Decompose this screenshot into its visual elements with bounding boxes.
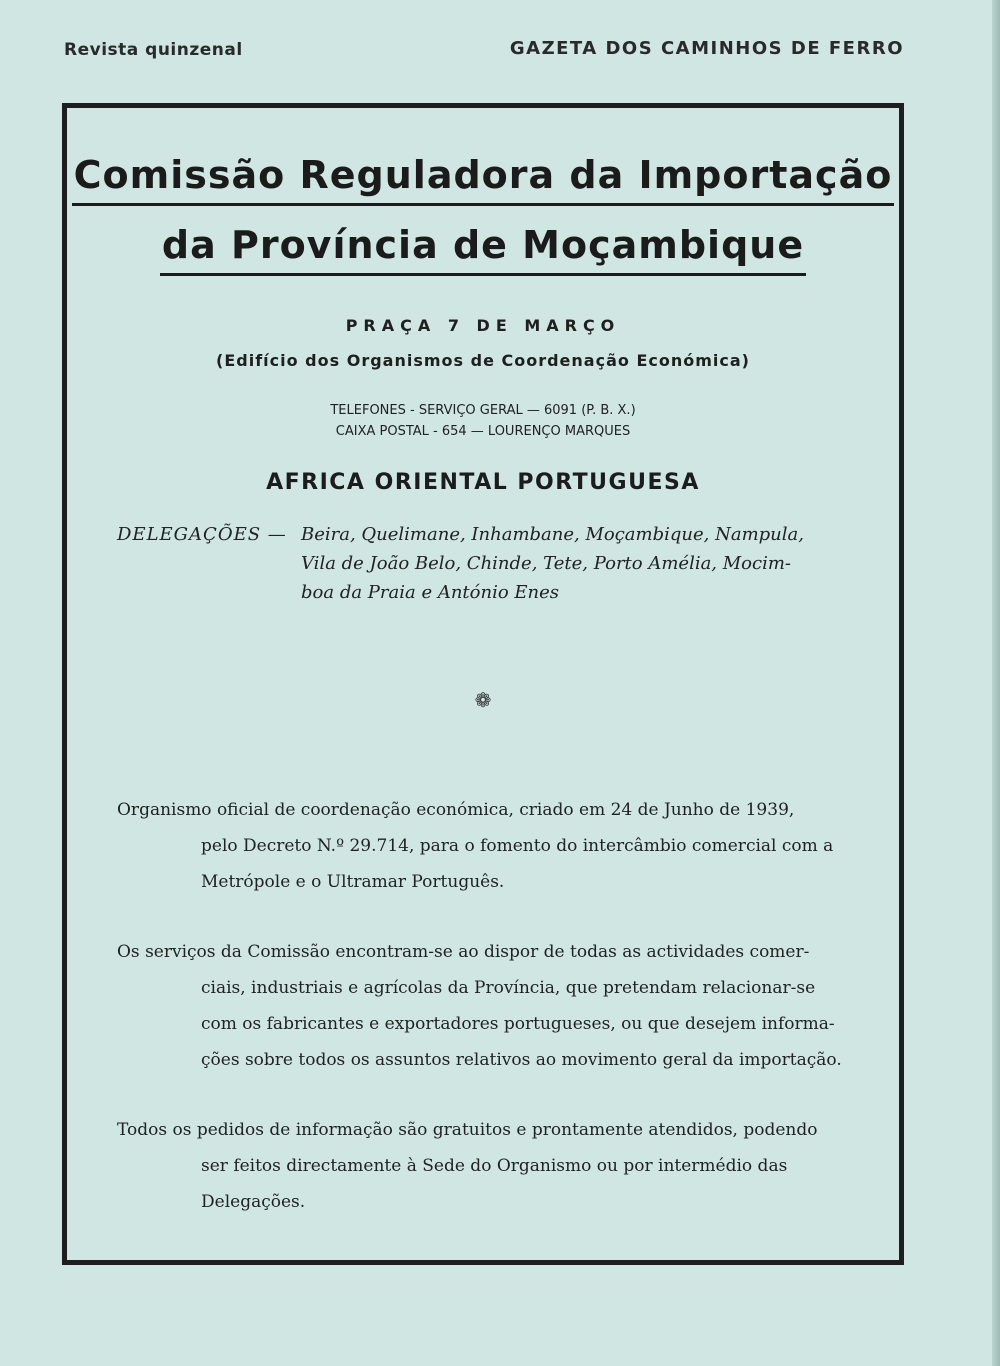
ad-title-line1: Comissão Reguladora da Importação [67, 153, 899, 206]
contact-postal: CAIXA POSTAL - 654 — LOURENÇO MARQUES [335, 424, 631, 439]
ornament-icon: ❁ [474, 688, 492, 712]
ad-address: PRAÇA 7 DE MARÇO [345, 316, 621, 335]
paragraph-line: Organismo oficial de coordenação económica, criado em 24 de Junho de 1939, [117, 800, 795, 820]
delegations-line: boa da Praia e António Enes [301, 582, 560, 603]
paragraph-line: pelo Decreto N.º 29.714, para o fomento do intercâmbio comercial com a [201, 836, 834, 856]
paragraph-line: Delegações. [201, 1192, 306, 1212]
advertisement-frame [62, 103, 904, 1265]
contact-phone: TELEFONES - SERVIÇO GERAL — 6091 (P. B. X.) [330, 403, 636, 418]
paragraph-line: Os serviços da Comissão encontram-se ao dispor de todas as actividades comer- [117, 942, 810, 962]
paragraph-line: ciais, industriais e agrícolas da Província, que pretendam relacionar-se [201, 978, 816, 998]
delegations-line: Vila de João Belo, Chinde, Tete, Porto Amélia, Mocim- [301, 553, 792, 574]
paragraph-line: ser feitos directamente à Sede do Organismo ou por intermédio das [201, 1156, 788, 1176]
ad-paragraph-2 [117, 934, 853, 1078]
ad-paragraph-3 [117, 1112, 853, 1220]
paragraph-line: Todos os pedidos de informação são gratuitos e prontamente atendidos, podendo [117, 1120, 818, 1140]
paragraph-line: com os fabricantes e exportadores portugueses, ou que desejem informa- [201, 1014, 835, 1034]
ad-region: AFRICA ORIENTAL PORTUGUESA [266, 470, 700, 495]
ad-contact [67, 400, 899, 442]
delegations-label: DELEGAÇÕES — [117, 524, 287, 545]
paragraph-line: ções sobre todos os assuntos relativos ao movimento geral da importação. [201, 1050, 842, 1070]
ad-paragraph-1 [117, 792, 853, 900]
delegations-line: Beira, Quelimane, Inhambane, Moçambique, Nampula, [301, 524, 804, 545]
ad-building: (Edifício dos Organismos de Coordenação Económica) [216, 351, 750, 370]
ad-title-line2: da Província de Moçambique [67, 223, 899, 276]
running-header-right: GAZETA DOS CAMINHOS DE FERRO [509, 38, 904, 59]
running-header-left: Revista quinzenal [64, 40, 243, 60]
ad-delegations [117, 520, 857, 607]
page-edge [992, 0, 1000, 1366]
paragraph-line: Metrópole e o Ultramar Português. [201, 872, 505, 892]
